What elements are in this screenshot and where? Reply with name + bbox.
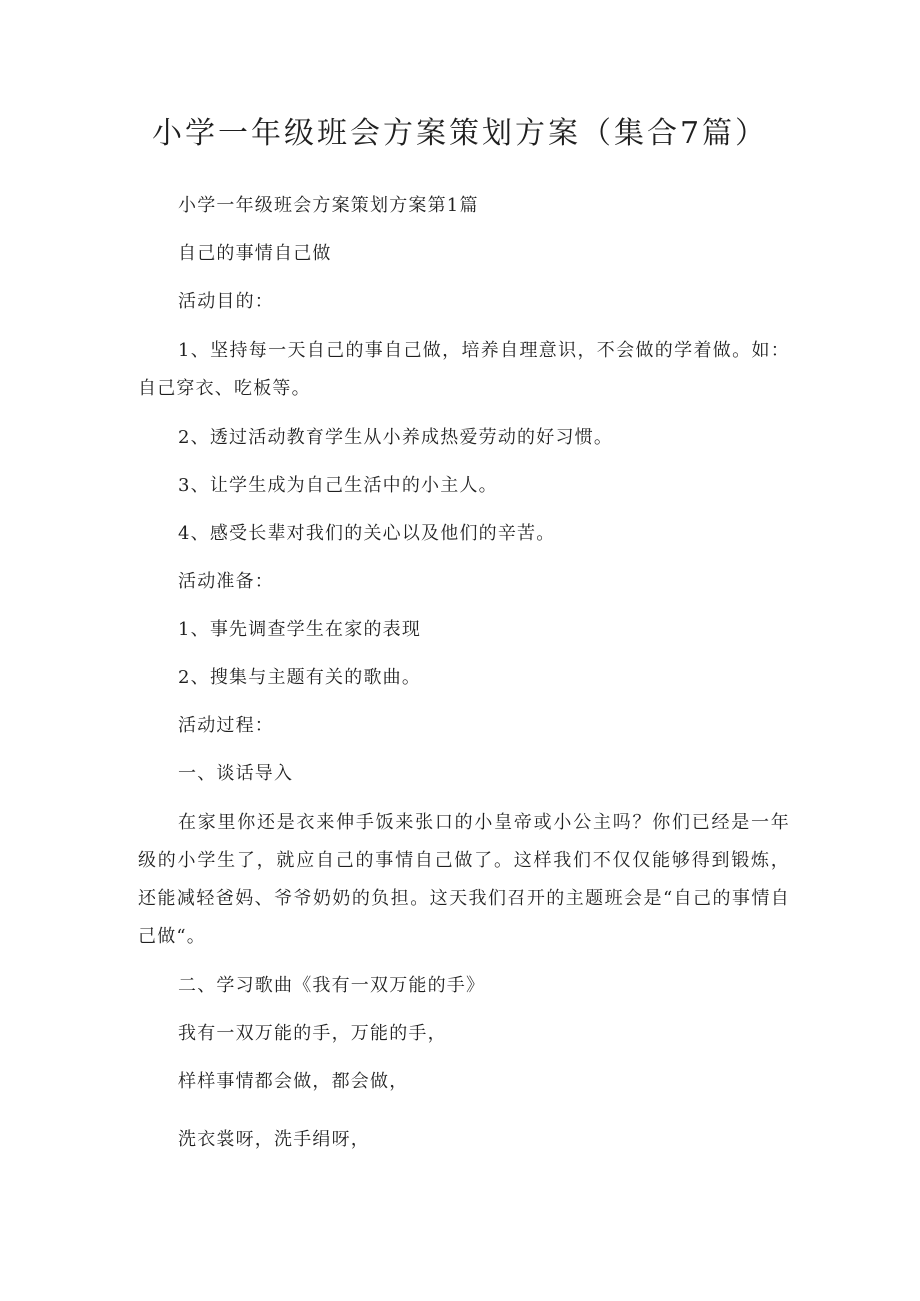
- section-label-purpose: 活动目的：: [178, 291, 274, 312]
- song-line-1: 我有一双万能的手，万能的手，: [178, 1023, 447, 1044]
- section-heading: 小学一年级班会方案策划方案第1篇: [178, 195, 479, 216]
- purpose-item-1: 1、坚持每一天自己的事自己做，培养自理意识，不会做的学着做。如：自己穿衣、吃板等。: [138, 340, 790, 399]
- preparation-item-2: 2、搜集与主题有关的歌曲。: [178, 667, 422, 688]
- song-line-3: 洗衣裳呀，洗手绢呀，: [178, 1129, 370, 1150]
- purpose-item-2: 2、透过活动教育学生从小养成热爱劳动的好习惯。: [178, 427, 614, 448]
- preparation-item-1: 1、事先调查学生在家的表现: [178, 619, 422, 640]
- activity-title: 自己的事情自己做: [178, 243, 332, 264]
- process-step-1-heading: 一、谈话导入: [178, 763, 294, 784]
- purpose-item-4: 4、感受长辈对我们的关心以及他们的辛苦。: [178, 523, 556, 544]
- process-step-1-text: 在家里你还是衣来伸手饭来张口的小皇帝或小公主吗？你们已经是一年级的小学生了，就应自己的事情自己做了。这样我们不仅仅能够得到锻炼，还能减轻爸妈、爷爷奶奶的负担。这天我们召开的主题班会是“自己的事情自己做“。: [138, 812, 790, 947]
- section-label-process: 活动过程：: [178, 715, 274, 736]
- purpose-item-3: 3、让学生成为自己生活中的小主人。: [178, 475, 498, 496]
- document-body: [138, 188, 790, 1158]
- process-step-2-heading: 二、学习歌曲《我有一双万能的手》: [178, 975, 486, 996]
- document-title: 小学一年级班会方案策划方案（集合7篇）: [151, 116, 769, 151]
- section-label-preparation: 活动准备：: [178, 571, 274, 592]
- song-line-2: 样样事情都会做，都会做，: [178, 1071, 409, 1092]
